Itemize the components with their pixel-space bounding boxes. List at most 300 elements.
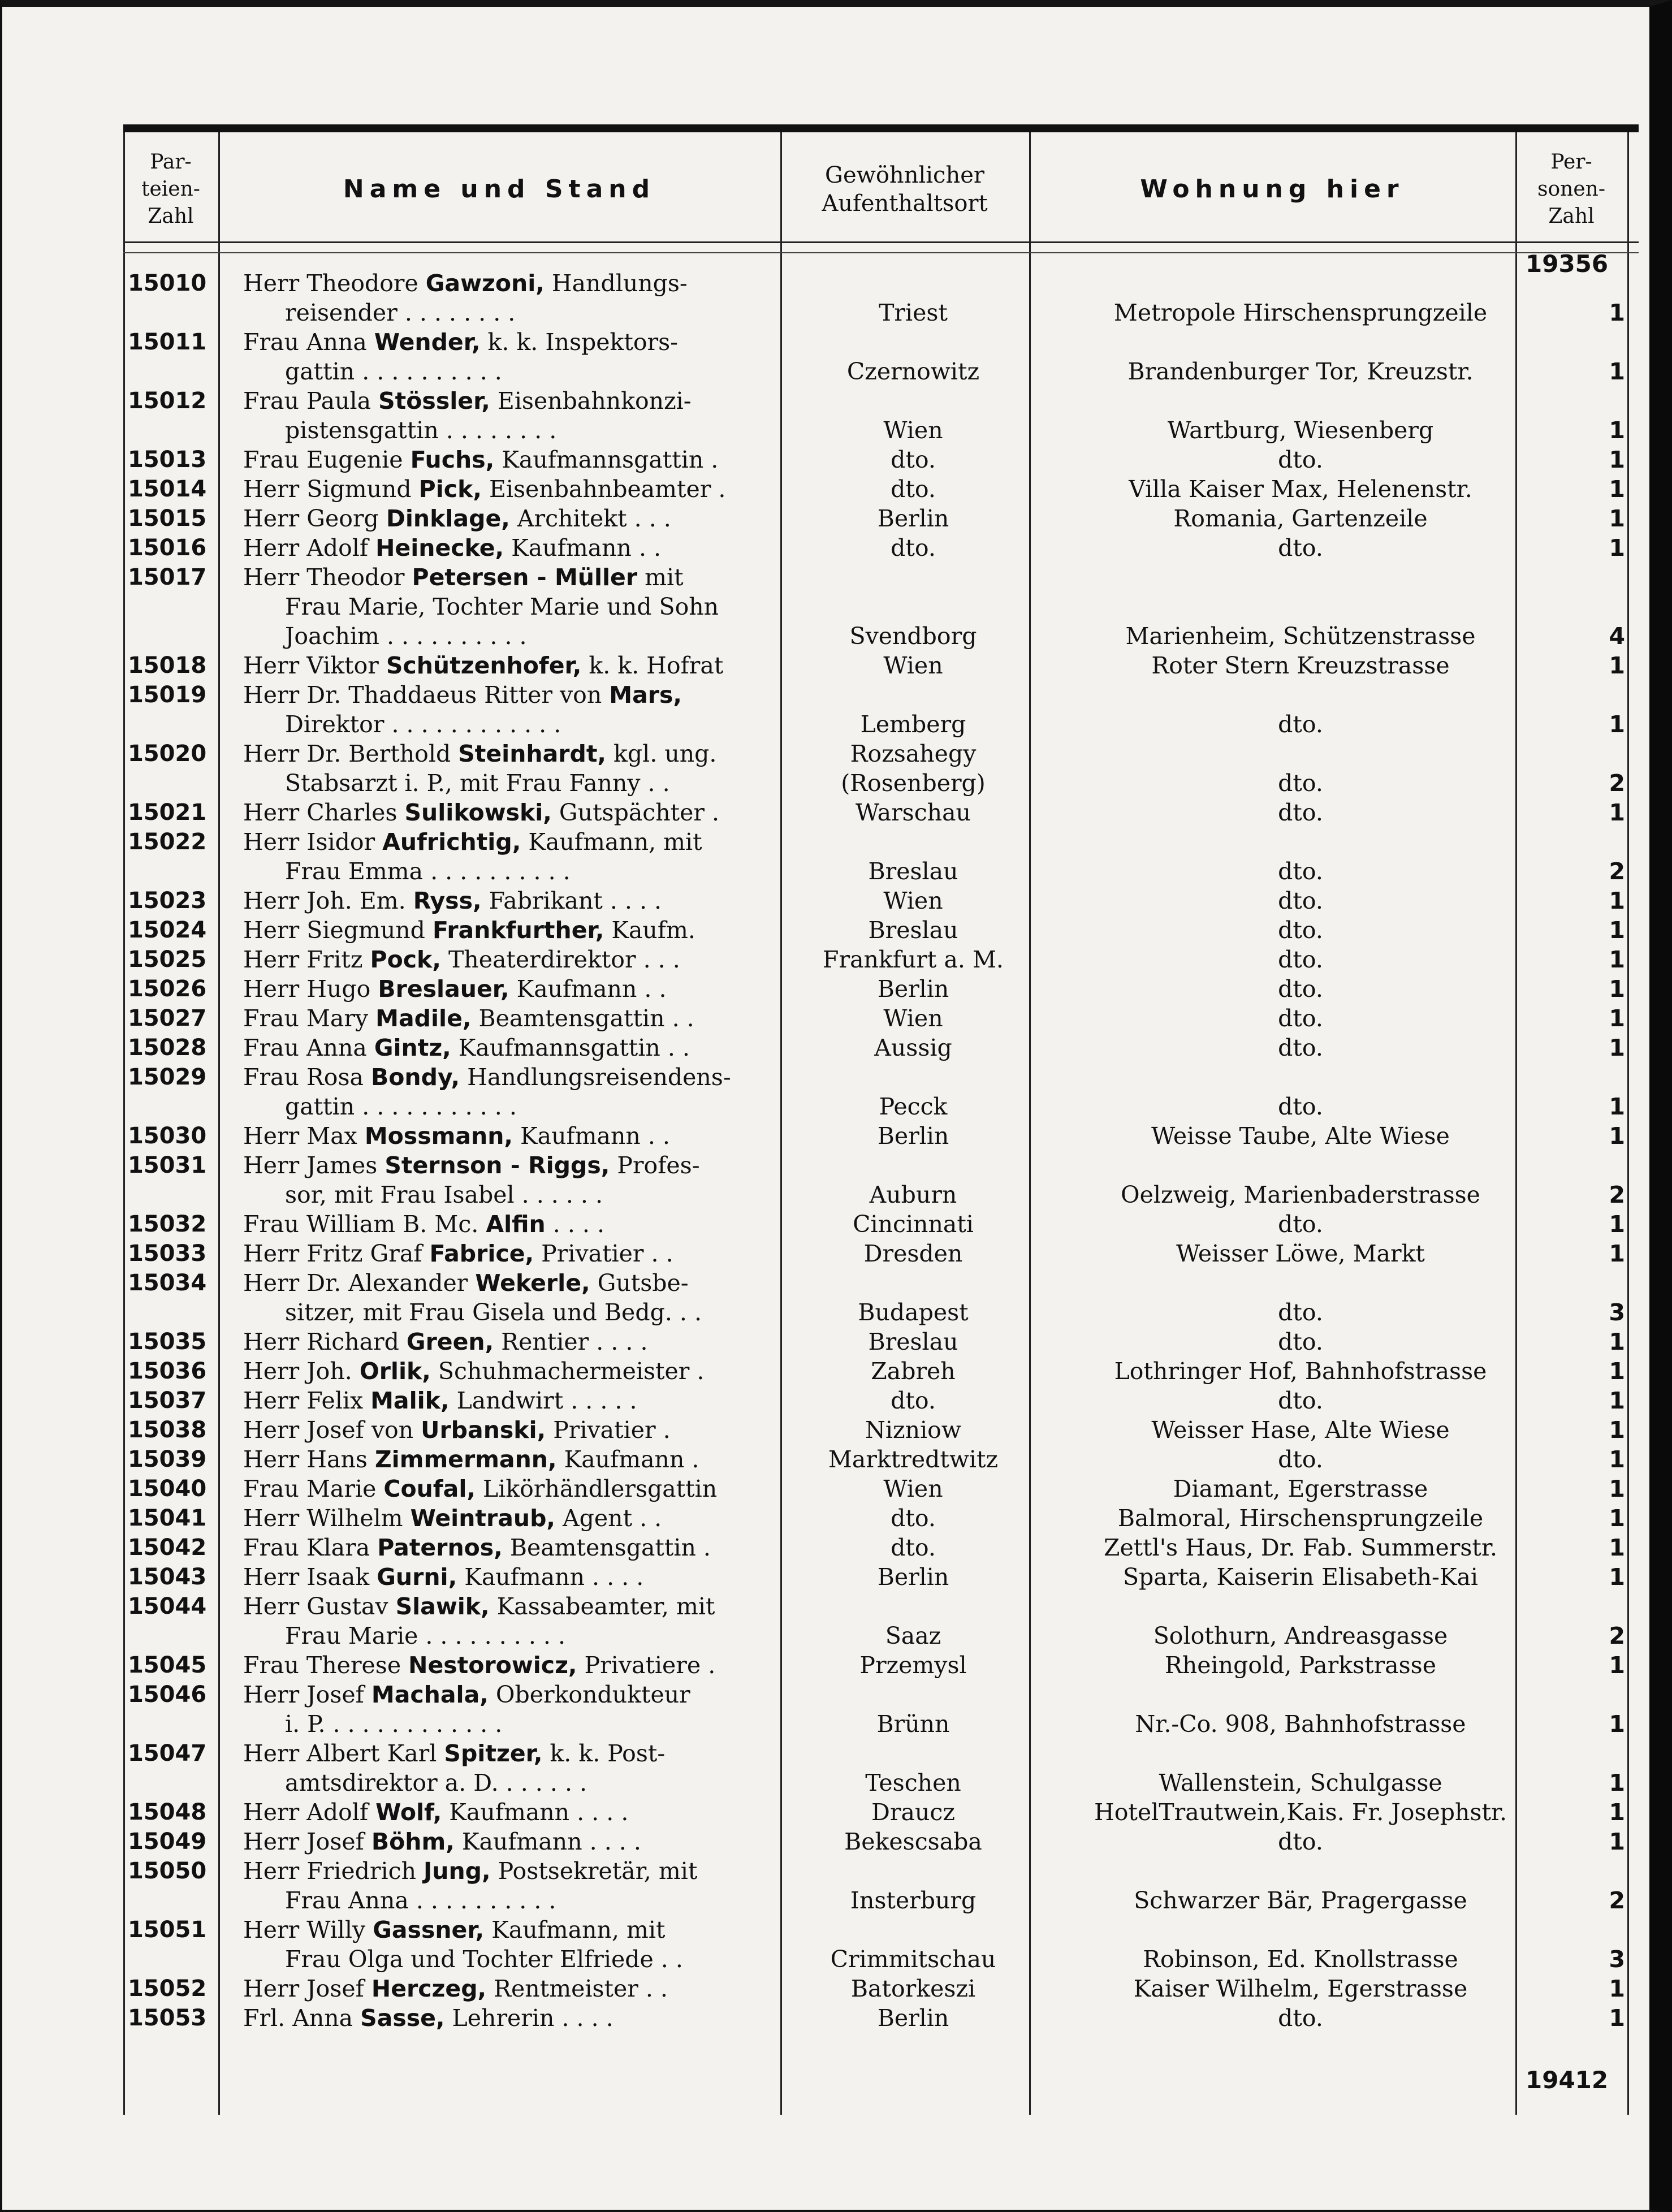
row-number: 15040 bbox=[128, 1476, 207, 1502]
row-number: 15032 bbox=[128, 1211, 207, 1237]
header-parteien-zahl: Par- teien- Zahl bbox=[141, 150, 200, 228]
row-aufenthaltsort: Wien bbox=[883, 1005, 943, 1032]
row-wohnung: dto. bbox=[1278, 858, 1323, 885]
header-wohnung-hier: Wohnung hier bbox=[1140, 175, 1405, 204]
name-prefix: Herr Adolf bbox=[243, 534, 376, 561]
row-aufenthaltsort: dto. bbox=[891, 446, 936, 473]
row-personen-zahl: 1 bbox=[1609, 1505, 1625, 1532]
name-prefix: Herr Friedrich bbox=[243, 1857, 424, 1885]
row-aufenthaltsort: Crimmitschau bbox=[830, 1946, 996, 1973]
surname: Weintraub, bbox=[410, 1505, 556, 1532]
ort-line-1: Rozsahegy bbox=[850, 740, 977, 767]
surname: Aufrichtig, bbox=[382, 828, 521, 856]
row-aufenthaltsort: Zabreh bbox=[871, 1358, 956, 1385]
row-number: 15019 bbox=[128, 682, 207, 708]
row-wohnung: HotelTrautwein,Kais. Fr. Josephstr. bbox=[1094, 1799, 1507, 1826]
name-suffix: Lehrerin . . . . bbox=[444, 2004, 614, 2032]
row-number: 15018 bbox=[128, 653, 207, 679]
table-row bbox=[123, 1356, 1639, 1386]
name-suffix: Eisenbahnkonzi- bbox=[490, 387, 692, 414]
name-prefix: Herr Gustav bbox=[243, 1593, 396, 1620]
table-row bbox=[123, 1680, 1639, 1739]
table-row bbox=[123, 1445, 1639, 1474]
name-suffix: k. k. Hofrat bbox=[581, 652, 724, 679]
row-number: 15034 bbox=[128, 1270, 207, 1296]
row-wohnung: Weisser Hase, Alte Wiese bbox=[1151, 1416, 1450, 1444]
surname: Breslauer, bbox=[378, 975, 509, 1003]
row-wohnung: Diamant, Egerstrasse bbox=[1173, 1475, 1428, 1502]
row-aufenthaltsort: Pecck bbox=[879, 1093, 948, 1120]
row-wohnung: dto. bbox=[1278, 946, 1323, 973]
row-personen-zahl: 2 bbox=[1609, 1181, 1625, 1208]
row-wohnung: Weisser Löwe, Markt bbox=[1176, 1240, 1425, 1267]
table-row bbox=[123, 474, 1639, 504]
row-number: 15037 bbox=[128, 1388, 207, 1414]
row-aufenthaltsort: Nizniow bbox=[865, 1416, 961, 1444]
row-personen-zahl: 1 bbox=[1609, 1769, 1625, 1796]
name-prefix: Herr Hans bbox=[243, 1446, 375, 1473]
row-wohnung: Weisse Taube, Alte Wiese bbox=[1151, 1122, 1450, 1150]
surname: Fabrice, bbox=[429, 1240, 534, 1267]
row-aufenthaltsort: Bekescsaba bbox=[844, 1828, 982, 1855]
row-personen-zahl: 2 bbox=[1609, 1887, 1625, 1914]
name-suffix: Kaufmann . . . . bbox=[442, 1799, 629, 1826]
name-prefix: Herr Charles bbox=[243, 799, 405, 826]
row-wohnung: Wartburg, Wiesenberg bbox=[1167, 417, 1434, 444]
table-row bbox=[123, 563, 1639, 651]
name-prefix: Herr Albert Karl bbox=[243, 1740, 444, 1767]
surname: Spitzer, bbox=[444, 1740, 543, 1767]
table-row bbox=[123, 1798, 1639, 1827]
name-prefix: Frau Anna bbox=[243, 1034, 374, 1061]
table-row bbox=[123, 915, 1639, 945]
row-number: 15050 bbox=[128, 1858, 207, 1884]
row-aufenthaltsort: dto. bbox=[891, 476, 936, 503]
name-prefix: Herr Theodor bbox=[243, 564, 412, 591]
row-aufenthaltsort: Svendborg bbox=[849, 623, 977, 650]
row-personen-zahl: 1 bbox=[1609, 1534, 1625, 1561]
row-personen-zahl: 1 bbox=[1609, 1387, 1625, 1414]
name-suffix: Architekt . . . bbox=[509, 505, 671, 532]
table-row bbox=[123, 945, 1639, 974]
surname: Böhm, bbox=[371, 1828, 455, 1855]
row-personen-zahl: 1 bbox=[1609, 1122, 1625, 1150]
row-number: 15028 bbox=[128, 1035, 207, 1061]
name-suffix: Beamtensgattin . bbox=[502, 1534, 711, 1561]
name-prefix: Herr Georg bbox=[243, 505, 386, 532]
row-personen-zahl: 1 bbox=[1609, 1828, 1625, 1855]
table-row bbox=[123, 1739, 1639, 1798]
row-number: 15049 bbox=[128, 1829, 207, 1855]
name-suffix: Rentier . . . . bbox=[494, 1328, 648, 1355]
surname: Paternos, bbox=[377, 1534, 503, 1561]
name-suffix: Kaufm. bbox=[604, 917, 695, 944]
row-wohnung: Roter Stern Kreuzstrasse bbox=[1151, 652, 1450, 679]
surname: Mars, bbox=[609, 681, 682, 708]
top-rule bbox=[123, 124, 1639, 132]
row-number: 15052 bbox=[128, 1976, 207, 2002]
row-aufenthaltsort: Dresden bbox=[863, 1240, 963, 1267]
row-aufenthaltsort: Aussig bbox=[874, 1034, 952, 1061]
table-row bbox=[123, 269, 1639, 327]
row-aufenthaltsort: Auburn bbox=[869, 1181, 957, 1208]
row-wohnung: Lothringer Hof, Bahnhofstrasse bbox=[1114, 1358, 1487, 1385]
row-aufenthaltsort: Berlin bbox=[877, 1122, 949, 1150]
row-number: 15038 bbox=[128, 1417, 207, 1443]
table-row bbox=[123, 798, 1639, 827]
row-personen-zahl: 1 bbox=[1609, 1034, 1625, 1061]
name-suffix: . . . . bbox=[545, 1211, 604, 1238]
row-wohnung: Nr.-Co. 908, Bahnhofstrasse bbox=[1135, 1710, 1466, 1738]
carry-over-bottom: 19412 bbox=[1526, 2066, 1609, 2094]
row-wohnung: dto. bbox=[1278, 887, 1323, 914]
row-number: 15033 bbox=[128, 1241, 207, 1267]
table-row bbox=[123, 1474, 1639, 1504]
name-continuation-2: Joachim . . . . . . . . . . bbox=[285, 623, 527, 650]
surname: Gintz, bbox=[374, 1034, 451, 1061]
row-aufenthaltsort: Berlin bbox=[877, 975, 949, 1003]
row-wohnung: dto. bbox=[1278, 1446, 1323, 1473]
row-personen-zahl: 1 bbox=[1609, 1005, 1625, 1032]
name-continuation: Direktor . . . . . . . . . . . . bbox=[285, 711, 561, 738]
row-personen-zahl: 1 bbox=[1609, 917, 1625, 944]
row-personen-zahl: 1 bbox=[1609, 1710, 1625, 1738]
row-wohnung: Brandenburger Tor, Kreuzstr. bbox=[1127, 358, 1474, 385]
name-suffix: Kaufmann, mit bbox=[484, 1916, 666, 1943]
name-prefix: Herr Richard bbox=[243, 1328, 407, 1355]
name-continuation: reisender . . . . . . . . bbox=[285, 299, 516, 326]
name-prefix: Frau Mary bbox=[243, 1005, 376, 1032]
row-personen-zahl: 1 bbox=[1609, 1240, 1625, 1267]
table-row bbox=[123, 533, 1639, 563]
row-number: 15029 bbox=[128, 1064, 207, 1090]
row-number: 15035 bbox=[128, 1329, 207, 1355]
row-aufenthaltsort bbox=[780, 739, 1046, 798]
table-row bbox=[123, 1974, 1639, 2003]
row-aufenthaltsort: dto. bbox=[891, 1534, 936, 1561]
name-prefix: Herr Fritz Graf bbox=[243, 1240, 430, 1267]
row-personen-zahl: 4 bbox=[1609, 623, 1625, 650]
row-personen-zahl: 1 bbox=[1609, 1652, 1625, 1679]
row-wohnung: dto. bbox=[1278, 1828, 1323, 1855]
name-prefix: Herr Wilhelm bbox=[243, 1505, 411, 1532]
table-row bbox=[123, 827, 1639, 886]
row-wohnung: Schwarzer Bär, Pragergasse bbox=[1134, 1887, 1467, 1914]
name-prefix: Frau Paula bbox=[243, 387, 379, 414]
row-number: 15017 bbox=[128, 564, 207, 590]
row-number: 15039 bbox=[128, 1446, 207, 1472]
row-wohnung: Zettl's Haus, Dr. Fab. Summerstr. bbox=[1103, 1534, 1498, 1561]
surname: Wender, bbox=[374, 329, 481, 356]
row-wohnung: dto. bbox=[1278, 1387, 1323, 1414]
row-aufenthaltsort: Berlin bbox=[877, 505, 949, 532]
name-suffix: Schuhmachermeister . bbox=[430, 1358, 705, 1385]
row-personen-zahl: 1 bbox=[1609, 1975, 1625, 2002]
name-suffix: Gutspächter . bbox=[551, 799, 720, 826]
name-continuation: Frau Emma . . . . . . . . . . bbox=[285, 858, 571, 885]
row-aufenthaltsort: Teschen bbox=[865, 1769, 961, 1796]
table-row bbox=[123, 1533, 1639, 1562]
name-suffix: k. k. Inspektors- bbox=[480, 329, 679, 356]
name-continuation: Stabsarzt i. P., mit Frau Fanny . . bbox=[285, 770, 670, 797]
row-number: 15048 bbox=[128, 1799, 207, 1825]
surname: Frankfurther, bbox=[432, 917, 604, 944]
name-suffix: Privatier . . bbox=[534, 1240, 673, 1267]
table-row bbox=[123, 1415, 1639, 1445]
row-aufenthaltsort: Insterburg bbox=[850, 1887, 977, 1914]
name-suffix: Kaufmann . . . . bbox=[457, 1563, 644, 1591]
row-aufenthaltsort: Wien bbox=[883, 652, 943, 679]
table-row bbox=[123, 445, 1639, 474]
row-number: 15031 bbox=[128, 1152, 207, 1178]
name-continuation: Frau Olga und Tochter Elfriede . . bbox=[285, 1946, 683, 1973]
name-prefix: Herr Dr. Thaddaeus Ritter von bbox=[243, 681, 610, 708]
surname: Malik, bbox=[370, 1387, 450, 1414]
name-continuation: Frau Marie . . . . . . . . . . bbox=[285, 1622, 565, 1649]
row-aufenthaltsort: Marktredtwitz bbox=[828, 1446, 999, 1473]
table-row bbox=[123, 974, 1639, 1004]
row-number: 15016 bbox=[128, 535, 207, 561]
name-suffix: Privatier . bbox=[546, 1416, 671, 1444]
table-row bbox=[123, 1386, 1639, 1415]
name-prefix: Herr Felix bbox=[243, 1387, 371, 1414]
table-row bbox=[123, 1268, 1639, 1327]
row-personen-zahl: 2 bbox=[1609, 1622, 1625, 1649]
row-number: 15053 bbox=[128, 2005, 207, 2031]
surname: Coufal, bbox=[383, 1475, 476, 1502]
name-suffix: Postsekretär, mit bbox=[490, 1857, 698, 1885]
row-number: 15045 bbox=[128, 1652, 207, 1678]
name-prefix: Frau Therese bbox=[243, 1652, 409, 1679]
name-prefix: Herr Willy bbox=[243, 1916, 373, 1943]
surname: Green, bbox=[406, 1328, 494, 1355]
name-prefix: Herr James bbox=[243, 1152, 385, 1179]
name-suffix: Kassabeamter, mit bbox=[489, 1593, 715, 1620]
carry-over-top: 19356 bbox=[1526, 250, 1609, 278]
ort-line-2: (Rosenberg) bbox=[841, 770, 986, 797]
name-prefix: Herr Adolf bbox=[243, 1799, 376, 1826]
row-aufenthaltsort: Berlin bbox=[877, 1563, 949, 1591]
surname: Nestorowicz, bbox=[408, 1652, 577, 1679]
row-personen-zahl: 1 bbox=[1609, 975, 1625, 1003]
row-number: 15011 bbox=[128, 329, 207, 355]
name-suffix: kgl. ung. bbox=[606, 740, 717, 767]
name-suffix: Kaufmann . . bbox=[509, 975, 667, 1003]
name-suffix: Profes- bbox=[610, 1152, 700, 1179]
surname: Gurni, bbox=[377, 1563, 457, 1591]
table-row bbox=[123, 1562, 1639, 1592]
row-wohnung: dto. bbox=[1278, 446, 1323, 473]
row-number: 15036 bbox=[128, 1358, 207, 1384]
row-aufenthaltsort: Brünn bbox=[876, 1710, 950, 1738]
row-number: 15015 bbox=[128, 506, 207, 532]
name-prefix: Frau Eugenie bbox=[243, 446, 411, 473]
name-suffix: Kaufmann . . . . bbox=[454, 1828, 641, 1855]
row-personen-zahl: 3 bbox=[1609, 1946, 1625, 1973]
surname: Sulikowski, bbox=[404, 799, 552, 826]
row-aufenthaltsort: Cincinnati bbox=[853, 1211, 974, 1238]
row-wohnung: Rheingold, Parkstrasse bbox=[1165, 1652, 1436, 1679]
row-number: 15044 bbox=[128, 1593, 207, 1619]
surname: Heinecke, bbox=[375, 534, 504, 561]
row-personen-zahl: 1 bbox=[1609, 1799, 1625, 1826]
row-aufenthaltsort: Berlin bbox=[877, 2004, 949, 2032]
row-number: 15010 bbox=[128, 270, 207, 296]
row-aufenthaltsort: dto. bbox=[891, 534, 936, 561]
header-rule-secondary bbox=[123, 252, 1639, 253]
row-wohnung: Metropole Hirschensprungzeile bbox=[1113, 299, 1488, 326]
name-suffix: Kaufmann . . bbox=[504, 534, 662, 561]
row-personen-zahl: 1 bbox=[1609, 711, 1625, 738]
register-table bbox=[123, 124, 1639, 2115]
row-aufenthaltsort: Breslau bbox=[868, 917, 958, 944]
name-prefix: Herr Sigmund bbox=[243, 476, 419, 503]
row-personen-zahl: 2 bbox=[1609, 770, 1625, 797]
row-number: 15026 bbox=[128, 976, 207, 1002]
row-number: 15042 bbox=[128, 1535, 207, 1561]
row-personen-zahl: 1 bbox=[1609, 1211, 1625, 1238]
row-aufenthaltsort: Frankfurt a. M. bbox=[823, 946, 1004, 973]
row-wohnung: Balmoral, Hirschensprungzeile bbox=[1117, 1505, 1484, 1532]
table-row bbox=[123, 739, 1639, 798]
surname: Steinhardt, bbox=[458, 740, 607, 767]
name-prefix: Herr Max bbox=[243, 1122, 365, 1150]
name-suffix: Handlungsreisendens- bbox=[460, 1064, 731, 1091]
row-personen-zahl: 1 bbox=[1609, 887, 1625, 914]
row-wohnung: Oelzweig, Marienbaderstrasse bbox=[1121, 1181, 1480, 1208]
table-row bbox=[123, 386, 1639, 445]
surname: Alfin bbox=[486, 1211, 546, 1238]
row-number: 15020 bbox=[128, 741, 207, 767]
row-aufenthaltsort: Wien bbox=[883, 1475, 943, 1502]
row-aufenthaltsort: Warschau bbox=[856, 799, 971, 826]
name-prefix: Herr Theodore bbox=[243, 270, 426, 297]
row-number: 15030 bbox=[128, 1123, 207, 1149]
name-prefix: Herr Isidor bbox=[243, 828, 383, 856]
name-suffix: Agent . . bbox=[555, 1505, 662, 1532]
table-row bbox=[123, 1651, 1639, 1680]
row-aufenthaltsort: Saaz bbox=[885, 1622, 941, 1649]
surname: Zimmermann, bbox=[374, 1446, 557, 1473]
row-aufenthaltsort: Czernowitz bbox=[846, 358, 980, 385]
surname: Stössler, bbox=[378, 387, 490, 414]
row-number: 15047 bbox=[128, 1740, 207, 1766]
row-personen-zahl: 1 bbox=[1609, 1093, 1625, 1120]
name-continuation: Frau Anna . . . . . . . . . . bbox=[285, 1887, 556, 1914]
surname: Gassner, bbox=[373, 1916, 485, 1943]
row-personen-zahl: 1 bbox=[1609, 446, 1625, 473]
surname: Madile, bbox=[375, 1005, 472, 1032]
table-row bbox=[123, 1033, 1639, 1062]
table-row bbox=[123, 1062, 1639, 1121]
name-suffix: Gutsbe- bbox=[590, 1269, 689, 1297]
row-number: 15051 bbox=[128, 1917, 207, 1943]
name-continuation: gattin . . . . . . . . . . . bbox=[285, 1093, 517, 1120]
name-suffix: Kaufmann, mit bbox=[521, 828, 702, 856]
surname: Mossmann, bbox=[364, 1122, 513, 1150]
table-row bbox=[123, 1004, 1639, 1033]
row-wohnung: Marienheim, Schützenstrasse bbox=[1125, 623, 1476, 650]
header-rule bbox=[123, 241, 1639, 243]
row-number: 15025 bbox=[128, 947, 207, 973]
row-wohnung: dto. bbox=[1278, 1034, 1323, 1061]
name-suffix: Rentmeister . . bbox=[486, 1975, 668, 2002]
row-aufenthaltsort: Wien bbox=[883, 417, 943, 444]
row-aufenthaltsort: dto. bbox=[891, 1505, 936, 1532]
row-aufenthaltsort: Draucz bbox=[871, 1799, 955, 1826]
header-name-und-stand: Name und Stand bbox=[343, 175, 656, 204]
name-prefix: Frl. Anna bbox=[243, 2004, 361, 2032]
table-row bbox=[123, 1915, 1639, 1974]
name-prefix: Herr Josef bbox=[243, 1828, 371, 1855]
row-wohnung: Robinson, Ed. Knollstrasse bbox=[1143, 1946, 1458, 1973]
row-wohnung: dto. bbox=[1278, 799, 1323, 826]
surname: Slawik, bbox=[395, 1593, 490, 1620]
row-personen-zahl: 1 bbox=[1609, 1475, 1625, 1502]
name-suffix: mit bbox=[637, 564, 684, 591]
surname: Sasse, bbox=[360, 2004, 445, 2032]
surname: Urbanski, bbox=[421, 1416, 546, 1444]
row-personen-zahl: 2 bbox=[1609, 858, 1625, 885]
name-suffix: Theaterdirektor . . . bbox=[440, 946, 680, 973]
name-continuation: amtsdirektor a. D. . . . . . . bbox=[285, 1769, 587, 1796]
table-row bbox=[123, 2003, 1639, 2033]
row-personen-zahl: 1 bbox=[1609, 1328, 1625, 1355]
name-prefix: Frau Anna bbox=[243, 329, 374, 356]
name-prefix: Herr Isaak bbox=[243, 1563, 377, 1591]
row-personen-zahl: 1 bbox=[1609, 476, 1625, 503]
row-number: 15022 bbox=[128, 829, 207, 855]
name-prefix: Herr Josef bbox=[243, 1975, 371, 2002]
name-prefix: Frau Rosa bbox=[243, 1064, 371, 1091]
row-wohnung: dto. bbox=[1278, 1093, 1323, 1120]
surname: Sternson - Riggs, bbox=[384, 1152, 610, 1179]
name-suffix: Eisenbahnbeamter . bbox=[481, 476, 726, 503]
name-prefix: Frau Klara bbox=[243, 1534, 378, 1561]
name-suffix: Landwirt . . . . . bbox=[449, 1387, 637, 1414]
row-aufenthaltsort: dto. bbox=[891, 1387, 936, 1414]
table-row bbox=[123, 651, 1639, 680]
row-number: 15027 bbox=[128, 1005, 207, 1031]
row-wohnung: dto. bbox=[1278, 2004, 1323, 2032]
row-personen-zahl: 1 bbox=[1609, 417, 1625, 444]
row-personen-zahl: 1 bbox=[1609, 2004, 1625, 2032]
name-suffix: Oberkondukteur bbox=[488, 1681, 690, 1708]
name-continuation: sor, mit Frau Isabel . . . . . . bbox=[285, 1181, 603, 1208]
table-row bbox=[123, 1827, 1639, 1856]
row-personen-zahl: 1 bbox=[1609, 534, 1625, 561]
row-wohnung: dto. bbox=[1278, 1005, 1323, 1032]
table-row bbox=[123, 1209, 1639, 1239]
row-number: 15013 bbox=[128, 447, 207, 473]
surname: Ryss, bbox=[413, 887, 482, 914]
row-wohnung: dto. bbox=[1278, 534, 1323, 561]
row-aufenthaltsort: Budapest bbox=[858, 1299, 969, 1326]
row-wohnung: Kaiser Wilhelm, Egerstrasse bbox=[1133, 1975, 1468, 2002]
row-wohnung: dto. bbox=[1278, 975, 1323, 1003]
row-number: 15012 bbox=[128, 388, 207, 414]
row-wohnung: dto. bbox=[1278, 1328, 1323, 1355]
name-prefix: Frau Marie bbox=[243, 1475, 384, 1502]
name-continuation: Frau Marie, Tochter Marie und Sohn bbox=[285, 593, 719, 620]
table-row bbox=[123, 1327, 1639, 1356]
table-row bbox=[123, 1239, 1639, 1268]
row-wohnung: Villa Kaiser Max, Helenenstr. bbox=[1129, 476, 1472, 503]
table-row bbox=[123, 327, 1639, 386]
surname: Petersen - Müller bbox=[412, 564, 638, 591]
name-prefix: Herr Viktor bbox=[243, 652, 386, 679]
surname: Pock, bbox=[370, 946, 441, 973]
